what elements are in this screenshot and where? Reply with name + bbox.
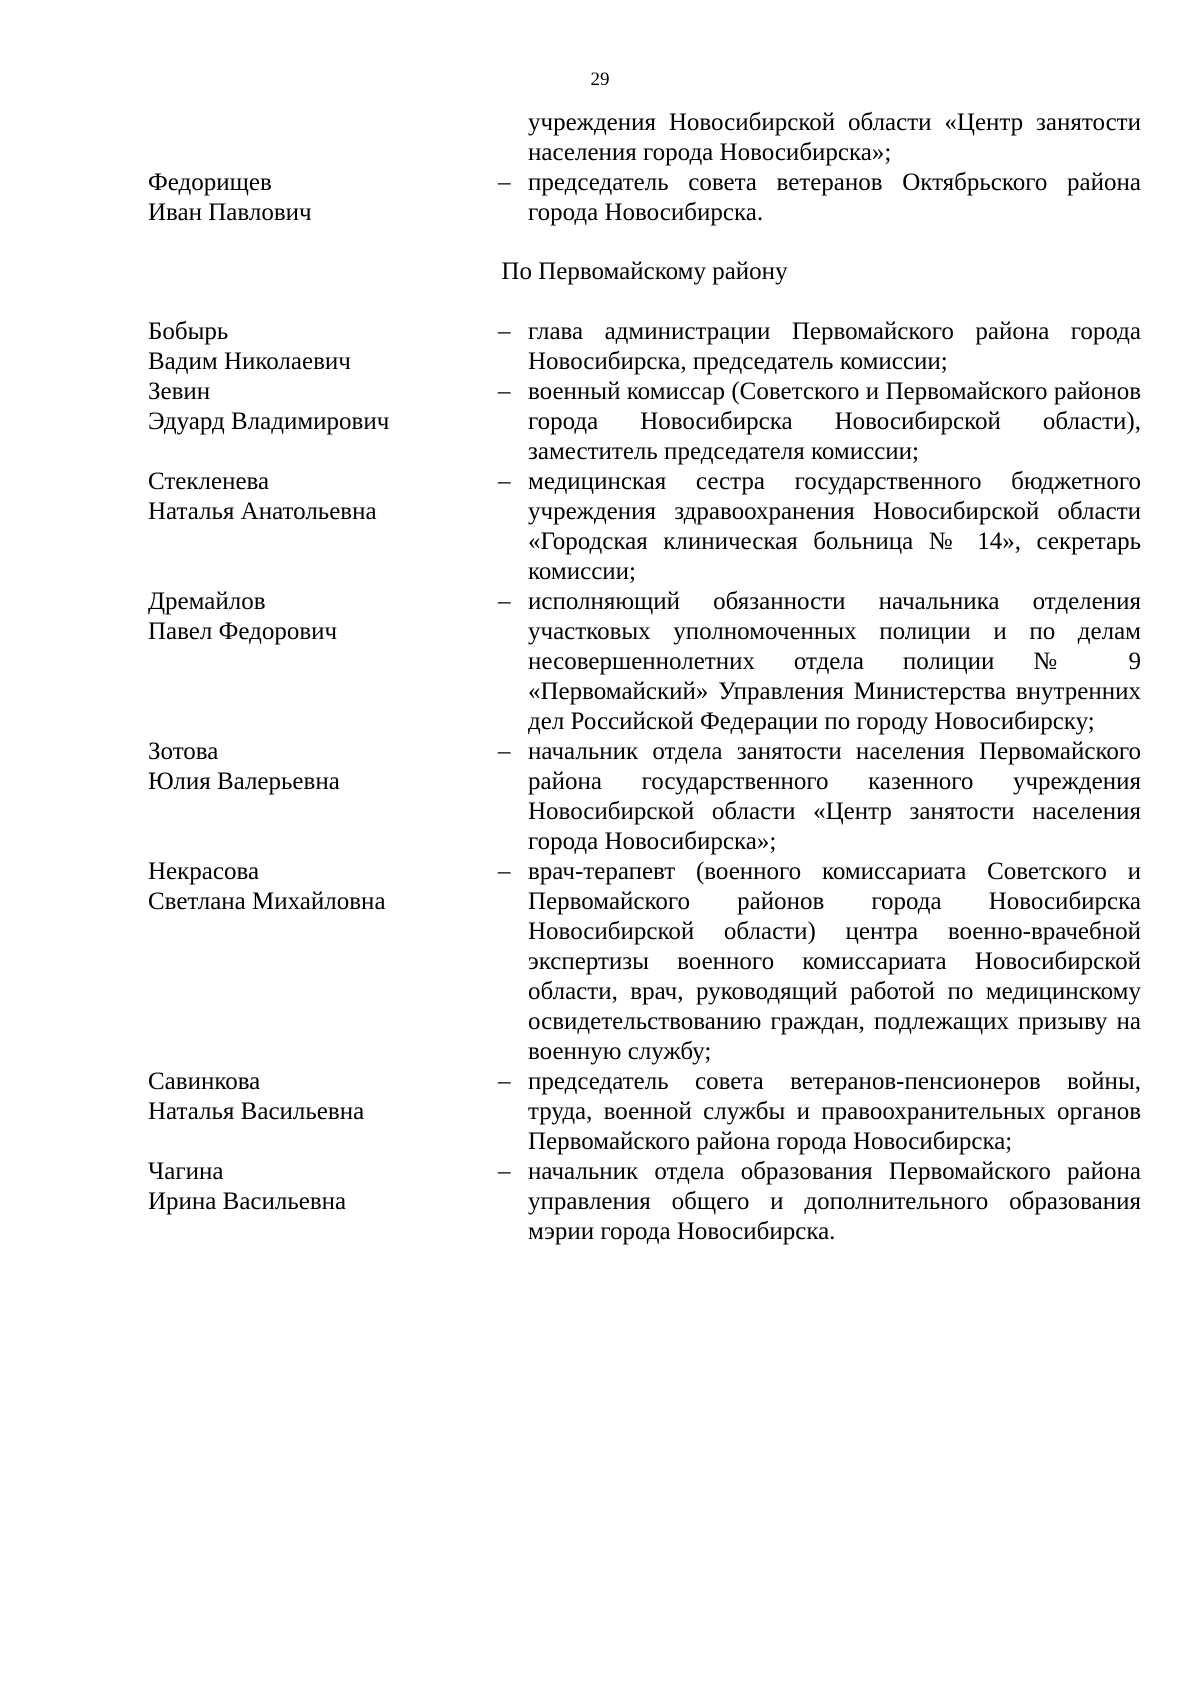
dash-separator: – <box>498 1068 511 1095</box>
member-description: председатель совета ветеранов Октябрьского района города Новосибирска. <box>528 169 1141 226</box>
member-description: начальник отдела занятости населения Первомайского района государственного казенного учреждения Новосибирской области «Центр занятости населения города Новосибирска»; <box>528 738 1141 855</box>
member-description: председатель совета ветеранов-пенсионеров войны, труда, военной службы и правоохранительных органов Первомайского района города Новосибирска; <box>528 1068 1141 1155</box>
document-body <box>148 108 1141 1247</box>
member-surname: Стекленева <box>148 468 270 495</box>
member-entry <box>148 467 1141 587</box>
dash-separator: – <box>498 318 511 345</box>
member-description: врач-терапевт (военного комиссариата Советского и Первомайского районов города Новосибирска Новосибирской области) центра военно-врачебной экспертизы военного комиссариата Новосибирской области, врач, руководящий работой по медицинскому освидетельствованию граждан, подлежащих призыву на военную службу; <box>528 858 1141 1065</box>
member-entry <box>148 857 1141 1067</box>
section-heading: По Первомайскому району <box>501 258 788 285</box>
dash-separator: – <box>498 1158 511 1185</box>
member-entry <box>148 168 1141 228</box>
member-name <box>148 857 498 917</box>
member-name <box>148 737 498 797</box>
member-name <box>148 467 498 527</box>
member-name <box>148 1067 498 1127</box>
continuation-paragraph <box>148 108 1141 168</box>
member-name <box>148 377 498 437</box>
member-given-name: Наталья Анатольевна <box>148 498 377 525</box>
member-entry <box>148 1067 1141 1157</box>
dash-separator: – <box>498 588 511 615</box>
member-description: военный комиссар (Советского и Первомайского районов города Новосибирска Новосибирской области), заместитель председателя комиссии; <box>528 378 1141 465</box>
member-surname: Савинкова <box>148 1068 261 1095</box>
member-given-name: Эдуард Владимирович <box>148 408 390 435</box>
member-surname: Дремайлов <box>148 588 266 615</box>
member-name <box>148 1157 498 1217</box>
member-surname: Зевин <box>148 378 211 405</box>
member-name <box>148 587 498 647</box>
member-surname: Чагина <box>148 1158 224 1185</box>
member-given-name: Наталья Васильевна <box>148 1098 365 1125</box>
member-given-name: Павел Федорович <box>148 618 338 645</box>
member-given-name: Вадим Николаевич <box>148 348 351 375</box>
member-surname: Зотова <box>148 738 219 765</box>
member-given-name: Юлия Валерьевна <box>148 768 340 795</box>
dash-separator: – <box>498 378 511 405</box>
member-description: глава администрации Первомайского района города Новосибирска, председатель комиссии; <box>528 318 1141 375</box>
member-surname: Бобырь <box>148 318 229 345</box>
member-entry <box>148 1157 1141 1247</box>
member-entry <box>148 587 1141 737</box>
member-description: медицинская сестра государственного бюджетного учреждения здравоохранения Новосибирской области «Городская клиническая больница № 14», секретарь комиссии; <box>528 468 1141 585</box>
member-surname: Федорищев <box>148 169 272 196</box>
dash-separator: – <box>498 858 511 885</box>
member-entry <box>148 317 1141 377</box>
continuation-text: учреждения Новосибирской области «Центр занятости населения города Новосибирска»; <box>528 109 1141 166</box>
member-given-name: Иван Павлович <box>148 199 312 226</box>
member-name <box>148 317 498 377</box>
member-given-name: Светлана Михайловна <box>148 888 386 915</box>
member-name <box>148 168 498 228</box>
member-given-name: Ирина Васильевна <box>148 1188 347 1215</box>
member-entry <box>148 737 1141 857</box>
dash-separator: – <box>498 738 511 765</box>
dash-separator: – <box>498 169 511 196</box>
dash-separator: – <box>498 468 511 495</box>
member-list <box>148 317 1141 1247</box>
member-surname: Некрасова <box>148 858 260 885</box>
member-description: исполняющий обязанности начальника отделения участковых уполномоченных полиции и по делам несовершеннолетних отдела полиции № 9 «Первомайский» Управления Министерства внутренних дел Российской Федерации по городу Новосибирску; <box>528 588 1141 735</box>
member-entry <box>148 377 1141 467</box>
member-description: начальник отдела образования Первомайского района управления общего и дополнительного образования мэрии города Новосибирска. <box>528 1158 1141 1245</box>
page-number: 29 <box>590 69 610 90</box>
